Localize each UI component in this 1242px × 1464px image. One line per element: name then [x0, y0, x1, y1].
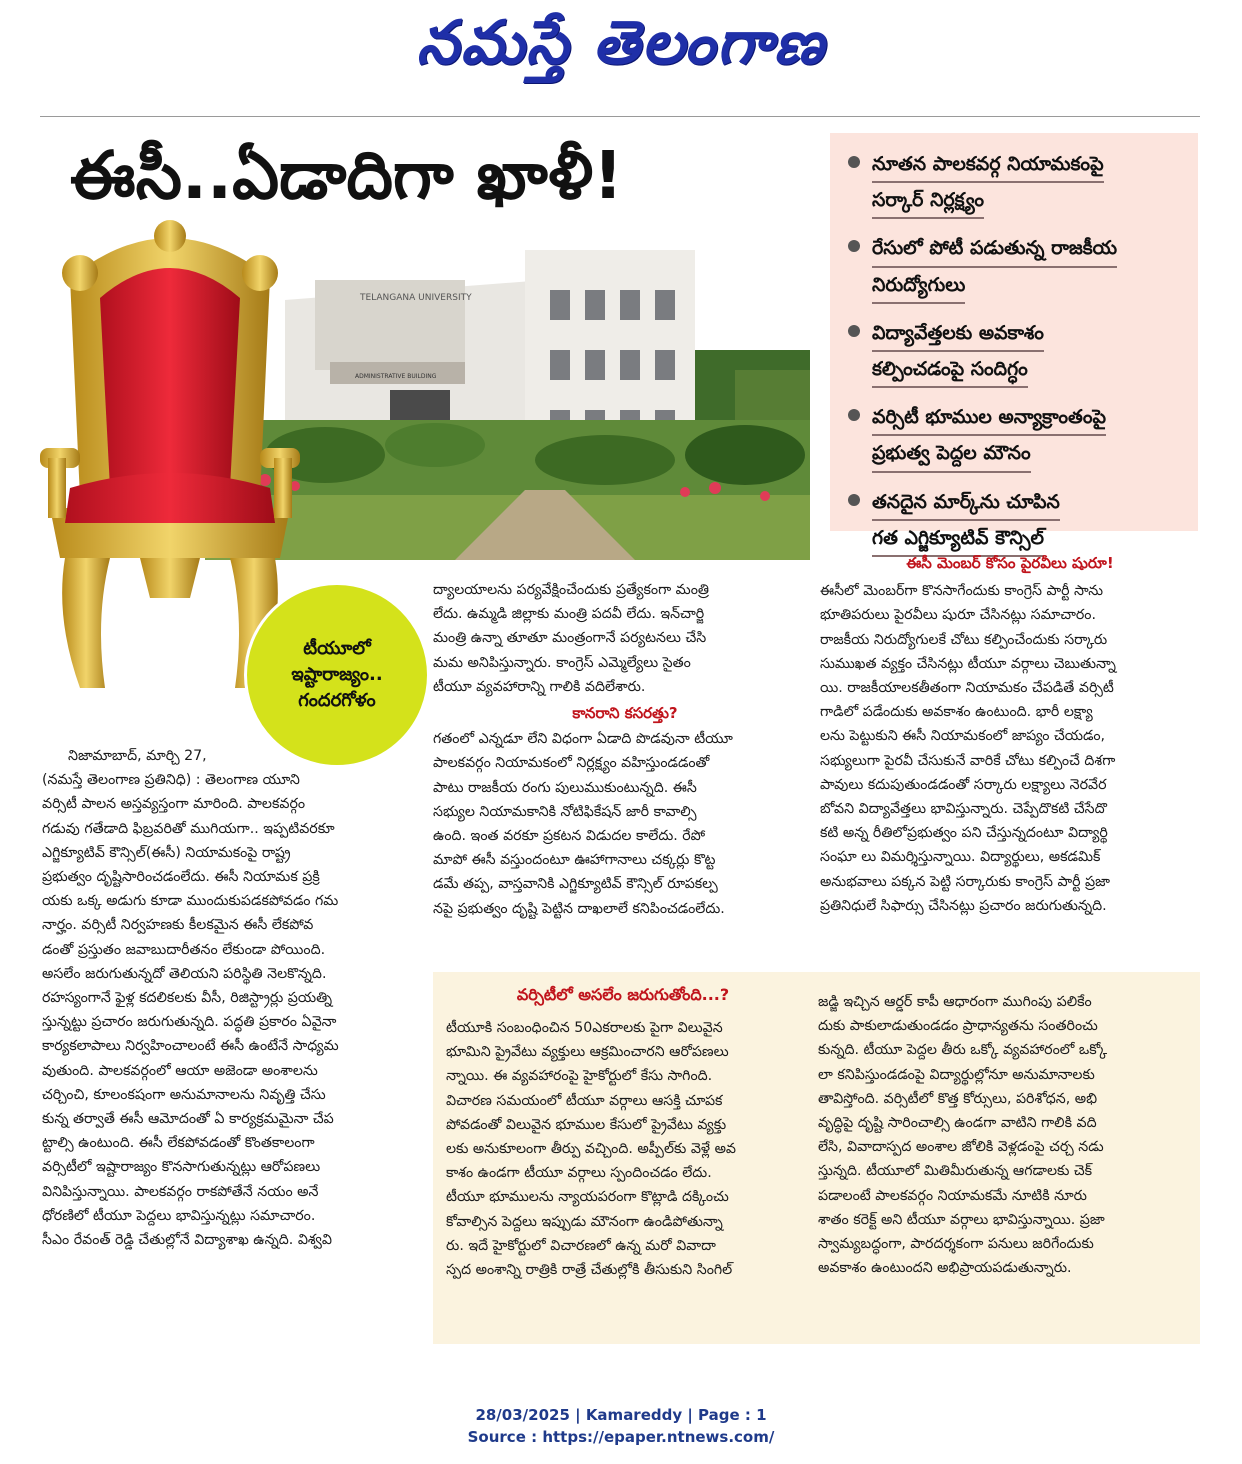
- text-line: సభ్యుల నియామకానికి నోటిఫికేషన్ జారీ కావాల్సి: [433, 803, 697, 820]
- text-line: మంత్రి ఉన్నా తూతూ మంత్రంగానే పర్యటనలు చేసి: [433, 630, 707, 647]
- text-line: డంతో ప్రస్తుతం జవాబుదారీతనం లేకుండా పోయింది.: [42, 941, 326, 958]
- text-line: ధోరణిలో టీయూ పెద్దలు భావిస్తున్నట్లు సమాచారం.: [42, 1207, 316, 1224]
- text-line: సీఎం రేవంత్ రెడ్డి చేతుల్లోనే విద్యాశాఖ ఉన్నది. విశ్వవి: [42, 1232, 332, 1249]
- bullet-icon: [848, 494, 860, 506]
- text-line: చర్చించి, కూలంకషంగా అనుమానాలను నివృత్తి చేసు: [42, 1086, 326, 1103]
- text-line: సంఘా లు విమర్శిస్తున్నాయి. విద్యార్థులు, అకడమిక్: [820, 849, 1101, 866]
- highlight-item: [848, 400, 1184, 472]
- text-line: ట్టాల్సి ఉంటుంది. ఈసీ లేకపోవడంతో కొంతకాలంగా: [42, 1135, 315, 1152]
- text-line: రహస్యంగానే ఫైళ్ల కదలికలకు వీసీ, రిజిస్ట్రార్లు ప్రయత్ని: [42, 990, 333, 1007]
- highlight-text: వర్సిటీ భూముల అన్యాక్రాంతంపై: [872, 400, 1106, 436]
- text-line: స్తున్నది. టీయూలో మితిమీరుతున్న ఆగడాలకు చెక్: [818, 1163, 1093, 1180]
- subhead-varsity: వర్సిటీలో అసలేం జరుగుతోంది...?: [516, 985, 730, 1004]
- text-line: టీయూకి సంబంధించిన 50ఎకరాలకు పైగా విలువైన: [446, 1020, 723, 1036]
- column-1-lines: [42, 768, 428, 1252]
- text-line: న్నాయి. ఈ వ్యవహారంపై హైకోర్టులో కేసు సాగింది.: [446, 1068, 713, 1085]
- highlight-text: విద్యావేత్తలకు అవకాశం: [872, 316, 1044, 352]
- text-line: వినిపిస్తున్నాయి. పాలకవర్గం రాకపోతేనే నయం అనే: [42, 1183, 319, 1200]
- bullet-icon: [848, 240, 860, 252]
- pull-quote-line: ఇష్టారాజ్యం..: [291, 663, 383, 685]
- pull-quote-line: టీయూలో: [303, 637, 371, 659]
- text-line: మాపో ఈసీ వస్తుందంటూ ఊహాగానాలు చక్కర్లు కొట్ట: [433, 852, 716, 869]
- text-line: గాడిలో పడేందుకు అవకాశం ఉంటుంది. భారీ లక్ష్యా: [820, 704, 1093, 721]
- text-line: స్వామ్యబద్ధంగా, పారదర్శకంగా పనులు జరిగేందుకు: [818, 1236, 1094, 1253]
- text-line: లా కనిపిస్తుండడంపై విద్యార్థుల్లోనూ అనుమానాలకు: [818, 1066, 1095, 1083]
- subhead-ec-member: ఈసీ మెంబర్ కోసం పైరవీలు షురూ!: [906, 554, 1114, 572]
- text-line: వృద్ధిపై దృష్టి సారించాల్సి ఉండగా వాటిని గాలికి వది: [818, 1115, 1097, 1132]
- text-line: అవకాశం ఉంటుందని అభిప్రాయపడుతున్నారు.: [818, 1260, 1072, 1277]
- text-line: లను పెట్టుకుని ఈసీ నియామకంలో జాప్యం చేయడం,: [820, 728, 1106, 745]
- highlight-text: తనదైన మార్క్‌ను చూపిన: [872, 485, 1060, 521]
- inset-left-lines: [446, 1016, 806, 1282]
- bullet-icon: [848, 156, 860, 168]
- article-column-1: [42, 744, 428, 1252]
- dateline: నిజామాబాద్, మార్చి 27,: [68, 748, 207, 764]
- inset-right-lines: [818, 990, 1188, 1280]
- text-line: (నమస్తే తెలంగాణ ప్రతినిధి) : తెలంగాణ యూని: [42, 772, 300, 789]
- subhead-kanarani: కానరాని కసరత్తు?: [572, 704, 678, 723]
- building-sign-text: TELANGANA UNIVERSITY: [360, 293, 472, 303]
- text-line: అనుభవాలు పక్కన పెట్టి సర్కారుకు కాంగ్రెస్ పార్టీ ప్రజా: [820, 873, 1110, 890]
- highlight-text: కల్పించడంపై సందిగ్ధం: [872, 352, 1028, 388]
- text-line: కోవాల్సిన పెద్దలు ఇప్పుడు మౌనంగా ఉండిపోతున్నా: [446, 1213, 723, 1230]
- text-line: లేదు. ఉమ్మడి జిల్లాకు మంత్రి పదవీ లేదు. ఇన్‌చార్జి: [433, 606, 705, 623]
- text-line: ప్రభుత్వం దృష్టిసారించడంలేదు. ఈసీ నియామక ప్రక్రి: [42, 869, 320, 886]
- text-line: సుముఖత వ్యక్తం చేసినట్లు టీయూ వర్గాలు చెబుతున్నా: [820, 655, 1116, 672]
- text-line: రు. ఇదే హైకోర్టులో విచారణలో ఉన్న మరో వివాదా: [446, 1237, 716, 1254]
- article-column-3: [820, 551, 1200, 918]
- text-line: వర్సిటీ పాలన అస్తవ్యస్తంగా మారింది. పాలకవర్గం: [42, 796, 306, 813]
- masthead-logo: నమస్తే తెలంగాణ: [416, 8, 826, 78]
- text-line: జడ్జి ఇచ్చిన ఆర్డర్ కాపీ ఆధారంగా ముగింపు పలికేం: [818, 994, 1092, 1010]
- bullet-icon: [848, 409, 860, 421]
- text-line: ద్యాలయాలను పర్యవేక్షించేందుకు ప్రత్యేకంగా మంత్రి: [433, 582, 709, 598]
- text-line: అసలేం జరుగుతున్నదో తెలియని పరిస్థితి నెలకొన్నది.: [42, 965, 327, 982]
- pull-quote-line: గందరగోళం: [298, 690, 376, 712]
- footer: [0, 1404, 1242, 1448]
- text-line: పావులు కదుపుతుండడంతో సర్కారు లక్ష్యాలు నెరవేర: [820, 776, 1107, 793]
- highlight-text: నిరుద్యోగులు: [872, 268, 965, 304]
- column-2-lines-2: [433, 727, 817, 921]
- text-line: ప్రతినిధులే సిఫార్సు చేసినట్లు ప్రచారం జరుగుతున్నది.: [820, 897, 1107, 914]
- highlight-text: సర్కార్ నిర్లక్ష్యం: [872, 183, 984, 219]
- bullet-icon: [848, 325, 860, 337]
- text-line: తావిస్తోంది. వర్సిటీలో కొత్త కోర్సులు, పరిశోధన, అభి: [818, 1090, 1098, 1107]
- text-line: కున్నది. టీయూ పెద్దల తీరు ఒక్కో వ్యవహారంలో ఒక్కో: [818, 1042, 1108, 1059]
- text-line: భూతిపరులు పైరవీలు షురూ చేసినట్లు సమాచారం.: [820, 607, 1096, 624]
- text-line: గతంలో ఎన్నడూ లేని విధంగా ఏడాది పొడవునా టీయూ: [433, 731, 733, 748]
- text-line: సభ్యులుగా పైరవీ చేసుకునే వారికే చోటు కల్పించే దిశగా: [820, 752, 1116, 769]
- highlight-text: రేసులో పోటీ పడుతున్న రాజకీయ: [872, 231, 1117, 267]
- article-column-2: [433, 578, 817, 921]
- text-line: పాటు రాజకీయ రంగు పులుముకుంటున్నది. ఈసీ: [433, 779, 697, 796]
- text-line: గడువు గతేడాది ఫిబ్రవరితో ముగియగా.. ఇప్పటివరకూ: [42, 820, 335, 837]
- text-line: లేసి, వివాదాస్పద అంశాల జోలికి వెళ్లడంపై చర్చ నడు: [818, 1139, 1104, 1156]
- highlight-text: నూతన పాలకవర్గ నియామకంపై: [872, 147, 1104, 183]
- text-line: స్పద అంశాన్ని రాత్రికి రాత్రే చేతుల్లోకి తీసుకుని సింగిల్: [446, 1262, 733, 1279]
- text-line: విచారణ సమయంలో టీయూ వర్గాలు ఆసక్తి చూపక: [446, 1092, 723, 1109]
- text-line: రాజకీయ నిరుద్యోగులకే చోటు కల్పించేందుకు సర్కారు: [820, 631, 1108, 648]
- text-line: కార్యకలాపాలు నిర్వహించాలంటే ఈసీ ఉంటేనే సాధ్యమ: [42, 1038, 339, 1055]
- inset-left-column: [446, 1016, 806, 1282]
- text-line: కున్న తర్వాతే ఈసీ ఆమోదంతో ఏ కార్యక్రమమైనా చేప: [42, 1111, 334, 1128]
- text-line: టీయూ వ్యవహారాన్ని గాలికి వదిలేశారు.: [433, 678, 646, 695]
- text-line: లకు అనుకూలంగా తీర్పు వచ్చింది. అప్పీల్‌కు వెళ్లే అవ: [446, 1141, 737, 1158]
- masthead-rule: [40, 116, 1200, 117]
- pull-quote-circle: [244, 582, 430, 768]
- text-line: స్తున్నట్టు ప్రచారం జరుగుతున్నది. పద్ధతి ప్రకారం ఏవైనా: [42, 1014, 337, 1031]
- text-line: శాతం కరెక్ట్ అని టీయూ వర్గాలు భావిస్తున్నాయి. ప్రజా: [818, 1211, 1105, 1228]
- text-line: ఎగ్జిక్యూటివ్ కౌన్సిల్(ఈసీ) నియామకంపై రాష్ట్ర: [42, 844, 291, 861]
- highlight-item: [848, 485, 1184, 557]
- footer-date-page: 28/03/2025 | Kamareddy | Page : 1: [475, 1406, 767, 1424]
- text-line: టీయూ భూములను న్యాయపరంగా కొట్లాడి దక్కించు: [446, 1189, 729, 1206]
- text-line: వుతుంది. పాలకవర్గంలో ఆయా అజెండా అంశాలను: [42, 1062, 318, 1079]
- column-2-lines: [433, 578, 817, 699]
- text-line: పోవడంతో విలువైన భూముల కేసులో ప్రైవేటు వ్యక్తు: [446, 1116, 727, 1133]
- text-line: ఉంది. ఇంత వరకూ ప్రకటన విడుదల కాలేదు. రేపో: [433, 828, 706, 845]
- text-line: పాలకవర్గం నియామకంలో నిర్లక్ష్యం వహిస్తుండడంతో: [433, 755, 710, 772]
- text-line: కాశం ఉండగా టీయూ వర్గాలు స్పందించడం లేదు.: [446, 1165, 712, 1182]
- text-line: నార్హం. వర్సిటీ నిర్వహణకు కీలకమైన ఈసీ లేకపోవ: [42, 917, 314, 934]
- text-line: నపై ప్రభుత్వం దృష్టి పెట్టిన దాఖలాలే కనిపించడంలేదు.: [433, 900, 725, 917]
- text-line: బోవని విద్యావేత్తలు భావిస్తున్నారు. చెప్పేదొకటి చేసేదొ: [820, 801, 1107, 818]
- highlight-item: [848, 231, 1184, 303]
- text-line: మమ అనిపిస్తున్నారు. కాంగ్రెస్ ఎమ్మెల్యేలు సైతం: [433, 654, 691, 671]
- highlight-text: ప్రభుత్వ పెద్దల మౌనం: [872, 436, 1031, 472]
- text-line: కటి అన్న రీతిలోప్రభుత్వం పని చేస్తున్నదంటూ విద్యార్థి: [820, 825, 1108, 842]
- highlights-box: [830, 133, 1198, 549]
- text-line: భూమిని ప్రైవేటు వ్యక్తులు ఆక్రమించారని ఆరోపణలు: [446, 1044, 729, 1061]
- text-line: ఈసీలో మెంబర్‌గా కొనసాగేందుకు కాంగ్రెస్ పార్టీ సాను: [820, 583, 1104, 600]
- building-label-text: ADMINISTRATIVE BUILDING: [355, 373, 437, 380]
- text-line: డమే తప్ప, వాస్తవానికి ఎగ్జిక్యూటివ్ కౌన్సిల్ రూపకల్ప: [433, 876, 718, 893]
- highlight-item: [848, 147, 1184, 219]
- inset-right-column: [818, 990, 1188, 1280]
- headline: ఈసీ..ఏడాదిగా ఖాళీ!: [70, 137, 624, 214]
- text-line: యి. రాజకీయాలకతీతంగా నియామకం చేపడితే వర్సిటీ: [820, 680, 1114, 697]
- text-line: పడాలంటే పాలకవర్గం నియామకమే నూటికి నూరు: [818, 1187, 1087, 1204]
- text-line: యకు ఒక్క అడుగు కూడా ముందుకుపడకపోవడం గమ: [42, 893, 339, 910]
- text-line: వర్సిటీలో ఇష్టారాజ్యం కొనసాగుతున్నట్లు ఆరోపణలు: [42, 1159, 321, 1176]
- footer-source: Source : https://epaper.ntnews.com/: [467, 1428, 775, 1446]
- column-3-lines: [820, 579, 1200, 918]
- text-line: దుకు పాకులాడుతుండడం ప్రాధాన్యతను సంతరించు: [818, 1018, 1098, 1035]
- highlight-text: గత ఎగ్జిక్యూటివ్ కౌన్సిల్: [872, 521, 1044, 557]
- highlight-item: [848, 316, 1184, 388]
